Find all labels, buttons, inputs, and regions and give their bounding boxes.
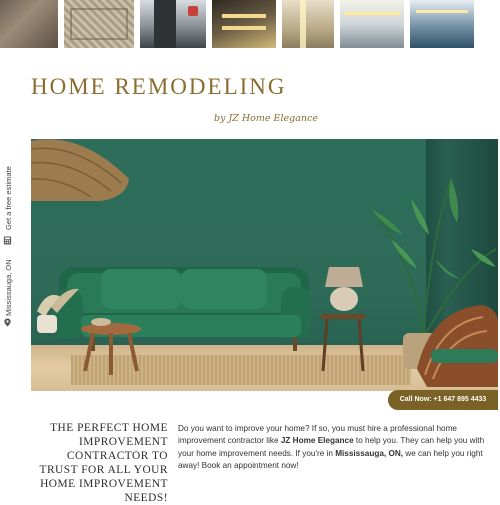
gallery-thumbnail[interactable] <box>64 0 134 48</box>
location-link[interactable]: Mississauga, ON <box>4 259 13 316</box>
section-tagline: THE PERFECT HOME IMPROVEMENT CONTRACTOR TO TRUST FOR ALL YOUR HOME IMPROVEMENT NEEDS! <box>39 422 168 504</box>
gallery-thumbnail[interactable] <box>140 0 206 48</box>
intro-brand: JZ Home Elegance <box>280 436 354 446</box>
gallery-thumbnail[interactable] <box>212 0 276 48</box>
page-title: HOME REMODELING <box>31 74 287 99</box>
intro-paragraph <box>178 423 490 472</box>
page-byline: by JZ Home Elegance <box>214 113 318 124</box>
map-pin-icon[interactable] <box>3 318 12 327</box>
gallery-thumbnail[interactable] <box>340 0 404 48</box>
hero-illustration <box>31 139 498 391</box>
gallery-thumbnail[interactable] <box>0 0 58 48</box>
intro-location: Mississauga, ON, <box>335 448 404 458</box>
intro-text: to help you. They can help you with your home improvement needs. If you're in <box>178 436 485 458</box>
thumbnail-gallery <box>0 0 500 48</box>
calculator-icon[interactable] <box>3 236 12 245</box>
side-rail <box>0 166 16 330</box>
gallery-thumbnail[interactable] <box>282 0 334 48</box>
intro-text: we can help you right away! Book an appointment now! <box>178 448 483 470</box>
gallery-thumbnail[interactable] <box>410 0 474 48</box>
intro-text: Do you want to improve your home? If so, you must hire a professional home improvement contractor like <box>178 424 457 446</box>
call-now-button[interactable]: Call Now: +1 647 895 4433 <box>388 390 498 410</box>
hero-image <box>31 139 498 391</box>
free-estimate-link[interactable]: Get a free estimate <box>4 166 13 230</box>
